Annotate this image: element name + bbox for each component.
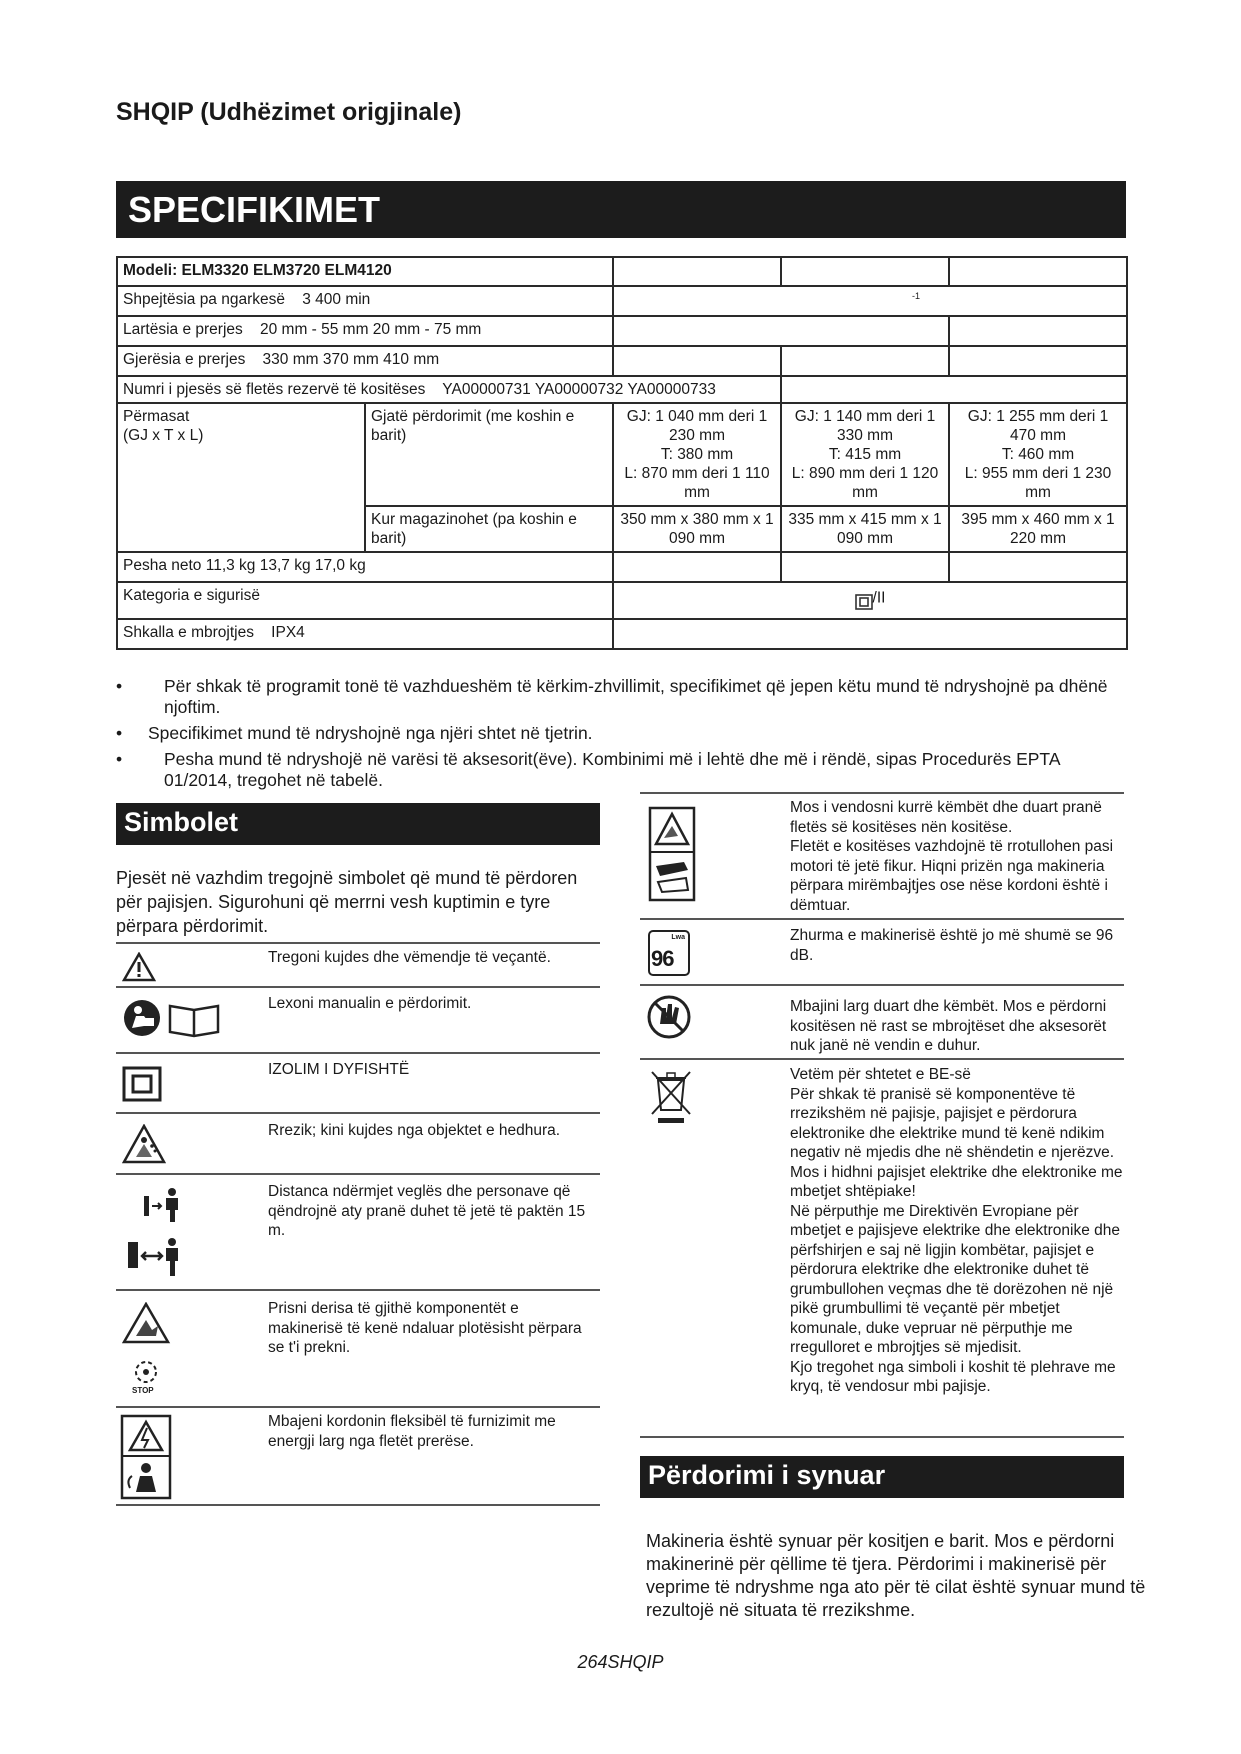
storage-value: 335 mm x 415 mm x 1 090 mm: [781, 506, 949, 552]
list-item: • Pesha mund të ndryshojë në varësi të aksesorit(ëve). Kombinimi më i lehtë dhe më i rëndë, sipas Procedurës EPTA 01/2014, tregohet në tabelë.: [116, 749, 1060, 790]
purpose-heading: Përdorimi i synuar: [640, 1456, 1124, 1498]
in-use-label: Gjatë përdorimit (me koshin e barit): [365, 403, 613, 506]
storage-label: Kur magazinohet (pa koshin e barit): [365, 506, 613, 552]
symbol-text: Distanca ndërmjet veglës dhe personave që qëndrojnë aty pranë duhet të jetë të paktën 15 m.: [268, 1183, 586, 1239]
storage-value: 350 mm x 380 mm x 1 090 mm: [613, 506, 781, 552]
keep-hands-away-icon: [646, 994, 692, 1040]
symbol-text: Zhurma e makinerisë është jo më shumë se 96 dB.: [790, 927, 1114, 964]
specs-heading: SPECIFIKIMET: [128, 189, 381, 230]
warning-triangle-icon: [122, 952, 156, 982]
safety-class-row: Kategoria e sigurisë: [117, 582, 613, 619]
symbols-right-table: [640, 792, 1124, 1438]
symbol-text: Mos i vendosni kurrë këmbët dhe duart pranë fletës së kositëses nën kositëse. Fletët e kositëses vazhdojnë të rrotullohen pasi motori të jetë fikur. Hiqni prizën nga makineria përpara mirëmbajtjes ose nëse kordoni është i dëmtuar.: [790, 799, 1114, 914]
symbol-text: Vetëm për shtetet e BE-së Për shkak të pranisë së komponentëve të rrezikshëm në pajisje, pajisjet e përdorura elektronike dhe elektrike mund të kenë ndikim negativ në mjedis dhe në shëndetin e njerëzve. Mos i hidhni pajisjet elektrike dhe elektronike me mbetjet shtëpiake! Në përputhje me Direktivën Evropiane për mbetjet e pajisjeve elektrike dhe elektronike dhe përfshirjen e saj në ligjin kombëtar, pajisjet e përdorura elektrike dhe elektronike duhet të grumbullohen veçmas dhe të dorëzohen në një pikë grumbullimi të veçantë për mbetjet komunale, duke vepruar në përputhje me rregulloret e mbrojtjes së mjedisit. Kjo tregohet nga simboli i koshit të plehrave me kryq, të vendosur mbi pajisje.: [790, 1066, 1123, 1395]
page-title: SHQIP (Udhëzimet origjinale): [116, 98, 462, 126]
list-item: • Specifikimet mund të ndryshojnë nga njëri shtet në tjetrin.: [116, 723, 593, 743]
storage-value: 395 mm x 460 mm x 1 220 mm: [949, 506, 1127, 552]
in-use-value: GJ: 1 255 mm deri 1 470 mm T: 460 mm L: 955 mm deri 1 230 mm: [949, 403, 1127, 506]
symbol-text: Rrezik; kini kujdes nga objektet e hedhura.: [268, 1122, 561, 1139]
list-item: • Për shkak të programit tonë të vazhdueshëm të kërkim-zhvillimit, specifikimet që jepen këtu mund të ndryshojnë pa dhënë njoftim.: [116, 676, 1108, 717]
model-row: Modeli: ELM3320 ELM3720 ELM4120: [117, 257, 613, 286]
specs-banner: [116, 181, 1126, 238]
page-footer: 264SHQIP: [577, 1652, 664, 1672]
part-number-row: Numri i pjesës së fletës rezervë të kositëses YA00000731 YA00000732 YA00000733: [117, 376, 781, 403]
symbol-text: Lexoni manualin e përdorimit.: [268, 995, 472, 1012]
symbol-text: Mbajini larg duart dhe këmbët. Mos e përdorni kositësen në rast se mbrojtëset dhe aksesorët nuk janë në vendin e duhur.: [790, 998, 1107, 1054]
symbol-text: Prisni derisa të gjithë komponentët e makinerisë të kenë ndaluar plotësisht përpara se t'i prekni.: [268, 1300, 582, 1356]
symbols-intro: Pjesët në vazhdim tregojnë simbolet që mund të përdoren për pajisjen. Sigurohuni që merrni vesh kuptimin e tyre përpara përdorimit.: [116, 868, 578, 936]
dims-label: Përmasat (GJ x T x L): [117, 403, 365, 552]
noise-level-icon: [648, 930, 690, 976]
symbol-text: IZOLIM I DYFISHTË: [268, 1061, 410, 1078]
protection-row: Shkalla e mbrojtjes IPX4: [117, 619, 613, 649]
noise-unit: Lwa: [671, 934, 685, 941]
keep-distance-icon: [122, 1186, 182, 1282]
symbols-left-table: [116, 942, 600, 1506]
weee-bin-icon: [648, 1068, 694, 1124]
noise-value: 96: [651, 946, 674, 971]
safety-class-value: /II: [613, 582, 1127, 619]
read-manual-icon: [122, 998, 226, 1038]
cut-width-row: Gjerësia e prerjes 330 mm 370 mm 410 mm: [117, 346, 613, 376]
in-use-value: GJ: 1 040 mm deri 1 230 mm T: 380 mm L: 870 mm deri 1 110 mm: [613, 403, 781, 506]
symbols-heading: Simbolet: [116, 803, 600, 845]
double-insulation-icon: [122, 1066, 162, 1102]
hands-feet-warning-icon: [648, 806, 696, 902]
speed-row: Shpejtësia pa ngarkesë 3 400 min: [117, 286, 613, 316]
cut-height-row: Lartësia e prerjes 20 mm - 55 mm 20 mm - 75 mm: [117, 316, 613, 346]
symbol-text: Tregoni kujdes dhe vëmendje të veçantë.: [268, 949, 551, 966]
net-weight-row: Pesha neto 11,3 kg 13,7 kg 17,0 kg: [117, 552, 613, 582]
cord-away-icon: [120, 1414, 172, 1500]
speed-superscript: -1: [912, 291, 921, 301]
stop-label: STOP: [132, 1386, 154, 1395]
thrown-objects-icon: [122, 1124, 166, 1164]
symbol-text: Mbajeni kordonin fleksibël të furnizimit me energji larg nga fletët prerëse.: [268, 1413, 556, 1450]
spec-table: [116, 256, 1128, 650]
notes-list: [116, 676, 1126, 796]
double-insulation-icon: [855, 594, 873, 610]
purpose-text: Makineria është synuar për kositjen e barit. Mos e përdorni makinerinë për qëllime të tjera. Përdorimi i makinerisë për veprime të ndryshme nga ato për të cilat është synuar mund të rezultojë në situata të rrezikshme.: [646, 1531, 1146, 1620]
in-use-value: GJ: 1 140 mm deri 1 330 mm T: 415 mm L: 890 mm deri 1 120 mm: [781, 403, 949, 506]
